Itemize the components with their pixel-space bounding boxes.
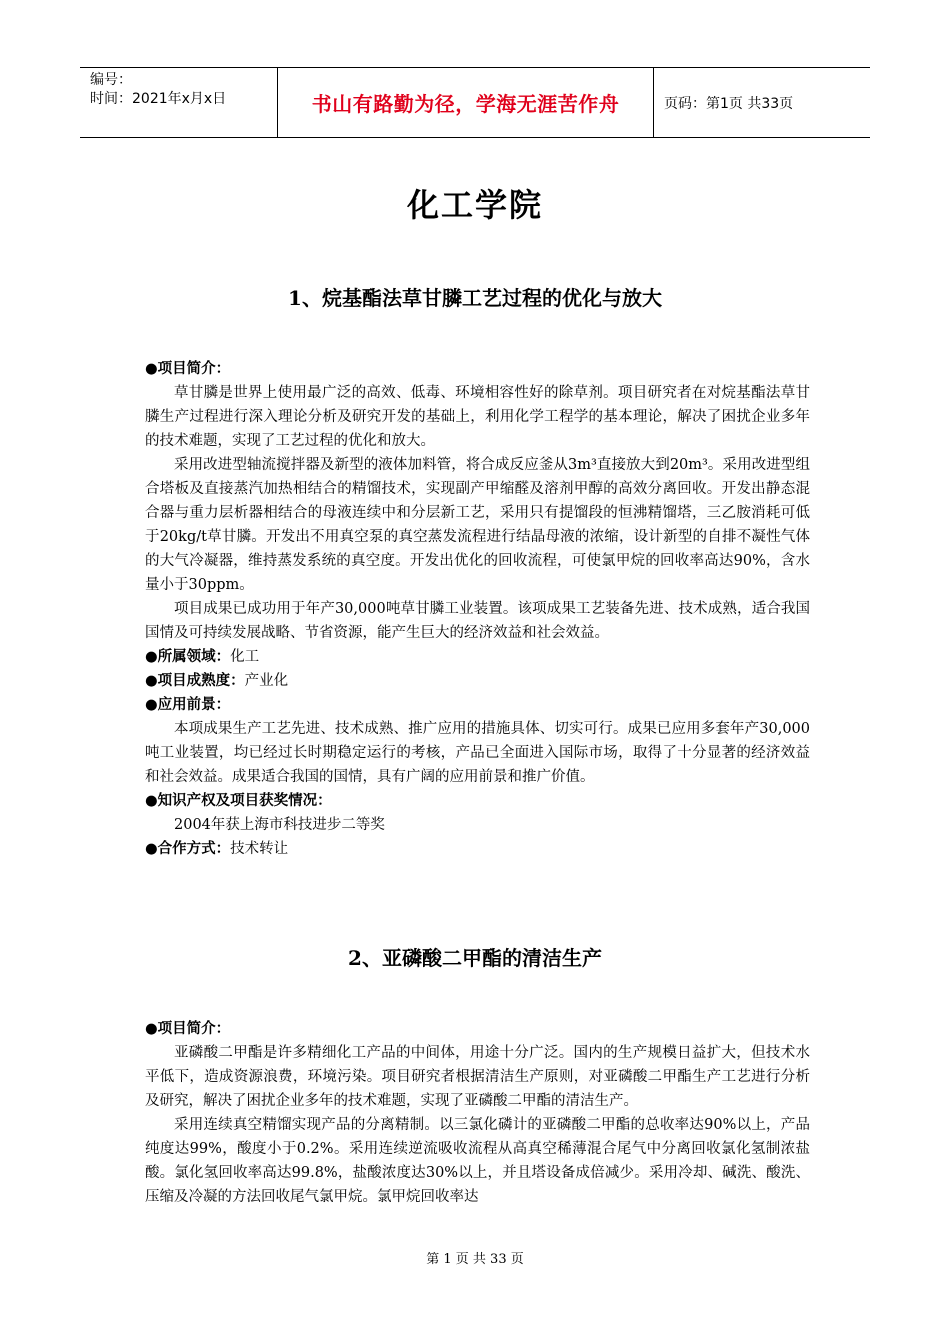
coop-label: ●合作方式： (145, 841, 231, 857)
prospect-label: ●应用前景： (145, 697, 231, 713)
section-1-body (145, 357, 810, 861)
prospect-text: 本项成果生产工艺先进、技术成熟、推广应用的措施具体、切实可行。成果已应用多套年产30,000吨工业装置，均已经过长时期稳定运行的考核，产品已全面进入国际市场，取得了十分显著的经济效益和社会效益。成果适合我国的国情，具有广阔的应用前景和推广价值。 (145, 721, 810, 785)
header-motto: 书山有路勤为径，学海无涯苦作舟 (278, 68, 654, 137)
document-title: 化工学院 (406, 186, 543, 224)
field-row (145, 645, 810, 669)
paragraph: 草甘膦是世界上使用最广泛的高效、低毒、环境相容性好的除草剂。项目研究者在对烷基酯法草甘膦生产过程进行深入理论分析及研究开发的基础上，利用化学工程学的基本理论，解决了困扰企业多年的技术难题，实现了工艺过程的优化和放大。 (145, 385, 810, 449)
field-value: 化工 (230, 649, 260, 665)
header-meta-cell (80, 68, 278, 137)
header-table (80, 67, 870, 138)
paragraph: 项目成果已成功用于年产30,000吨草甘膦工业装置。该项成果工艺装备先进、技术成熟，适合我国国情及可持续发展战略、节省资源，能产生巨大的经济效益和社会效益。 (145, 601, 810, 641)
coop-value: 技术转让 (230, 841, 289, 857)
section-1-title: 1、烷基酯法草甘膦工艺过程的优化与放大 (288, 286, 662, 310)
intro-label: ●项目简介： (145, 361, 231, 377)
time-label: 时间：2021年x月x日 (90, 91, 227, 107)
maturity-value: 产业化 (244, 673, 289, 689)
number-label: 编号： (90, 72, 132, 88)
maturity-row (145, 669, 810, 693)
section-2-body (145, 1017, 810, 1209)
paragraph: 采用改进型轴流搅拌器及新型的液体加料管，将合成反应釜从3m³直接放大到20m³。采用改进型组合塔板及直接蒸汽加热相结合的精馏技术，实现副产甲缩醛及溶剂甲醇的高效分离回收。开发出静态混合器与重力层析器相结合的母液连续中和分层新工艺，采用只有提馏段的恒沸精馏塔，三乙胺消耗可低于20kg/t草甘膦。开发出不用真空泵的真空蒸发流程进行结晶母液的浓缩，设计新型的自排不凝性气体的大气冷凝器，维持蒸发系统的真空度。开发出优化的回收流程，可使氯甲烷的回收率高达90%，含水量小于30ppm。 (145, 457, 810, 593)
ip-label: ●知识产权及项目获奖情况： (145, 793, 332, 809)
paragraph: 采用连续真空精馏实现产品的分离精制。以三氯化磷计的亚磷酸二甲酯的总收率达90%以上，产品纯度达99%，酸度小于0.2%。采用连续逆流吸收流程从高真空稀薄混合尾气中分离回收氯化氢制浓盐酸。氯化氢回收率高达99.8%，盐酸浓度达30%以上，并且塔设备成倍减少。采用冷却、碱洗、酸洗、压缩及冷凝的方法回收尾气氯甲烷。氯甲烷回收率达 (145, 1117, 810, 1205)
intro-label: ●项目简介： (145, 1021, 231, 1037)
maturity-label: ●项目成熟度： (145, 673, 245, 689)
header-page-info: 页码：第1页 共33页 (664, 95, 794, 112)
coop-row (145, 837, 810, 861)
field-label: ●所属领域： (145, 649, 231, 665)
section-2-title: 2、亚磷酸二甲酯的清洁生产 (348, 946, 602, 970)
ip-text: 2004年获上海市科技进步二等奖 (174, 817, 385, 833)
page-footer: 第 1 页 共 33 页 (426, 1252, 524, 1267)
paragraph: 亚磷酸二甲酯是许多精细化工产品的中间体，用途十分广泛。国内的生产规模日益扩大，但技术水平低下，造成资源浪费，环境污染。项目研究者根据清洁生产原则，对亚磷酸二甲酯生产工艺进行分析及研究，解决了困扰企业多年的技术难题，实现了亚磷酸二甲酯的清洁生产。 (145, 1045, 810, 1109)
